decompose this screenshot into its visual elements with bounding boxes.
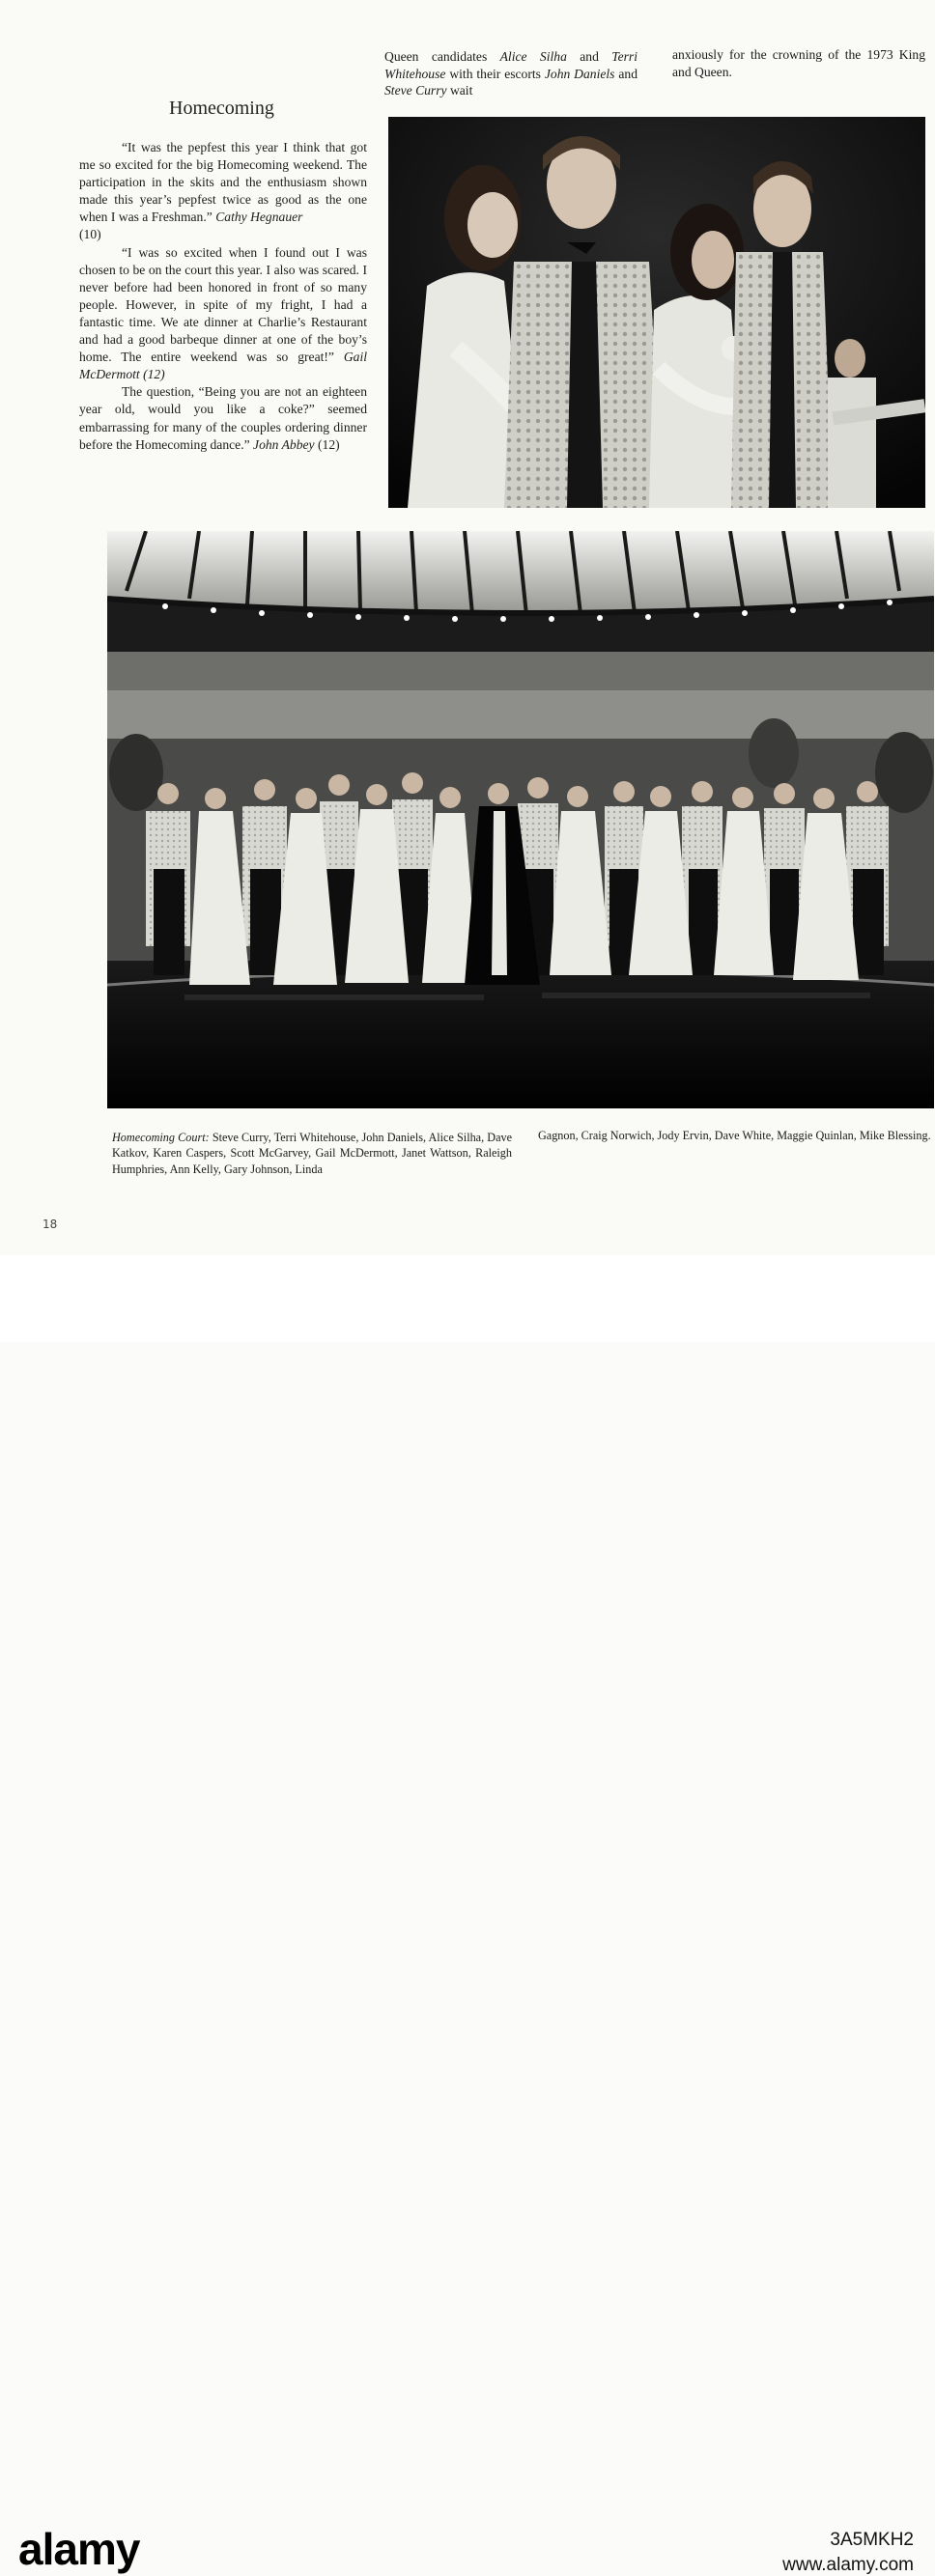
- top-photo-caption: Queen candidates Alice Silha and Terri Whitehouse with their escorts John Daniels and Steve Curry wait: [384, 49, 638, 98]
- image-id: 3A5MKH2: [830, 2530, 914, 2550]
- watermark-banner: [0, 1255, 935, 2575]
- court-caption: Homecoming Court: Steve Curry, Terri Whitehouse, John Daniels, Alice Silha, Dave Katkov, Karen Caspers, Scott McGarvey, Gail McDermott, Janet Wattson, Raleigh Humphries, Ann Kelly, Gary Johnson, Linda: [112, 1131, 512, 1176]
- couples-photo: [388, 117, 925, 508]
- top-photo-caption-continued: anxiously for the crowning of the 1973 King and Queen.: [672, 47, 925, 79]
- court-caption-continued: Gagnon, Craig Norwich, Jody Ervin, Dave White, Maggie Quinlan, Mike Blessing.: [538, 1129, 931, 1142]
- alamy-logo: alamy: [18, 2524, 140, 2574]
- paragraph-3: The question, “Being you are not an eighteen year old, would you like a coke?” seemed embarrassing for many of the couples ordering dinner before the Homecoming dance.” John Abbey (12): [79, 384, 367, 452]
- yearbook-page: [0, 0, 935, 1255]
- paragraph-2: “I was so excited when I found out I was chosen to be on the court this year. I also was scared. I never before had been honored in front of so many people. However, in spite of my fright, I had a fantastic time. We ate dinner at Charlie’s Restaurant and had a good barbeque dinner at one of the boy’s home. The entire weekend was so great!” Gail McDermott (12): [79, 244, 367, 382]
- page-number: 18: [42, 1218, 58, 1231]
- article-body: [79, 139, 367, 454]
- site-url: www.alamy.com: [782, 2555, 914, 2575]
- homecoming-court-photo: [107, 531, 934, 1108]
- paragraph-1: “It was the pepfest this year I think that got me so excited for the big Homecoming weekend. The participation in the skits and the enthusiasm shown made this year’s pepfest twice as good as the one when I was a Freshman.” Cathy Hegnauer (10): [79, 140, 367, 242]
- article-title: Homecoming: [169, 98, 274, 119]
